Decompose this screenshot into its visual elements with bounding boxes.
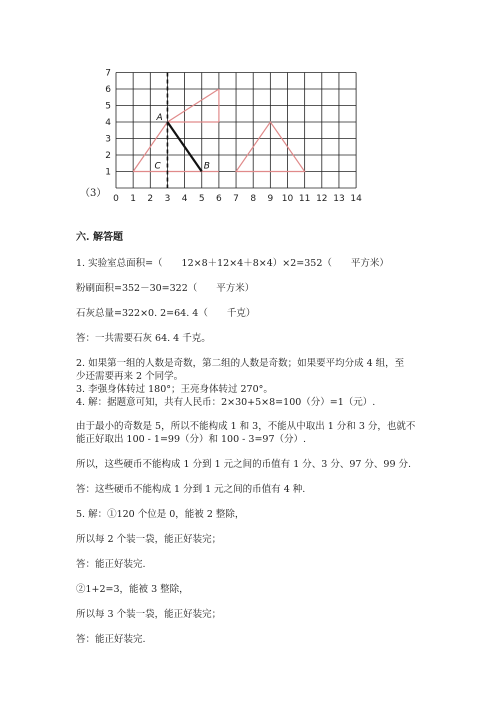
y-tick-label: 1 [105,167,111,178]
answer-line: 2. 如果第一组的人数是奇数，第二组的人数是奇数；如果要平均分成 4 组，至 [76,358,405,369]
x-tick-label: 13 [333,194,345,204]
x-tick-label: 4 [181,194,188,204]
y-tick-label: 3 [105,134,111,145]
answer-line: 答：这些硬币不能构成 1 分到 1 元之间的币值有 4 种. [76,484,306,495]
figure-label: （3） [80,188,107,199]
x-tick-label: 2 [147,194,154,204]
x-tick-label: 14 [350,194,362,204]
x-tick-label: 0 [113,194,119,204]
y-tick-label: 6 [105,85,111,95]
answer-line: 所以每 2 个装一袋，能正好装完； [76,534,222,545]
point-a-label: A [156,113,163,123]
x-tick-label: 11 [298,194,311,204]
x-tick-label: 3 [164,194,171,204]
y-tick-label: 4 [105,118,111,128]
answer-line: 由于最小的奇数是 5，所以不能构成 1 和 3，不能从中取出 1 分和 3 分，也就不 [76,421,416,432]
answer-line: 答：一共需要石灰 64. 4 千克。 [76,333,211,344]
y-tick-label: 2 [105,151,111,161]
point-c-label: C [154,161,161,172]
answer-line: 能正好取出 100 - 1=99（分）和 100 - 3=97（分）. [76,434,307,445]
point-b-label: B [203,161,210,172]
answer-line: 所以，这些硬币不能构成 1 分到 1 元之间的币值有 1 分、3 分、97 分、99 分. [76,459,412,470]
answer-line: 4. 解：据题意可知，共有人民币：2×30+5×8=100（分）=1（元）. [76,397,376,408]
answer-line: 石灰总量=322×0. 2=64. 4（ 千克） [76,308,256,319]
answer-line: ②1+2=3，能被 3 整除， [76,584,189,595]
x-tick-label: 5 [198,194,205,204]
x-tick-label: 6 [216,194,222,204]
y-tick-label: 5 [105,101,111,112]
x-tick-label: 7 [233,194,239,204]
answer-line: 1. 实验室总面积=（ 12×8＋12×4＋8×4）×2=352（ 平方米） [76,258,389,269]
answer-line: 5. 解：①120 个位是 0，能被 2 整除， [76,509,245,520]
grid-figure [0,0,500,215]
x-tick-label: 12 [316,194,328,204]
grid-svg [0,0,500,215]
answer-line: 答：能正好装完. [76,559,146,570]
x-tick-label: 1 [130,194,137,204]
x-tick-label: 10 [281,194,294,204]
answer-line: 粉刷面积=352－30=322（ 平方米） [76,283,255,294]
answer-line: 所以每 3 个装一袋，能正好装完； [76,609,222,620]
x-tick-label: 9 [267,194,274,204]
y-tick-label: 7 [105,68,111,79]
answer-line: 答：能正好装完. [76,634,146,645]
section-title: 六. 解答题 [76,232,123,243]
x-tick-label: 8 [250,194,257,204]
answer-line: 3. 李强身体转过 180°；王亮身体转过 270°。 [76,384,273,395]
answer-line: 少还需要再来 2 个同学。 [76,371,184,382]
